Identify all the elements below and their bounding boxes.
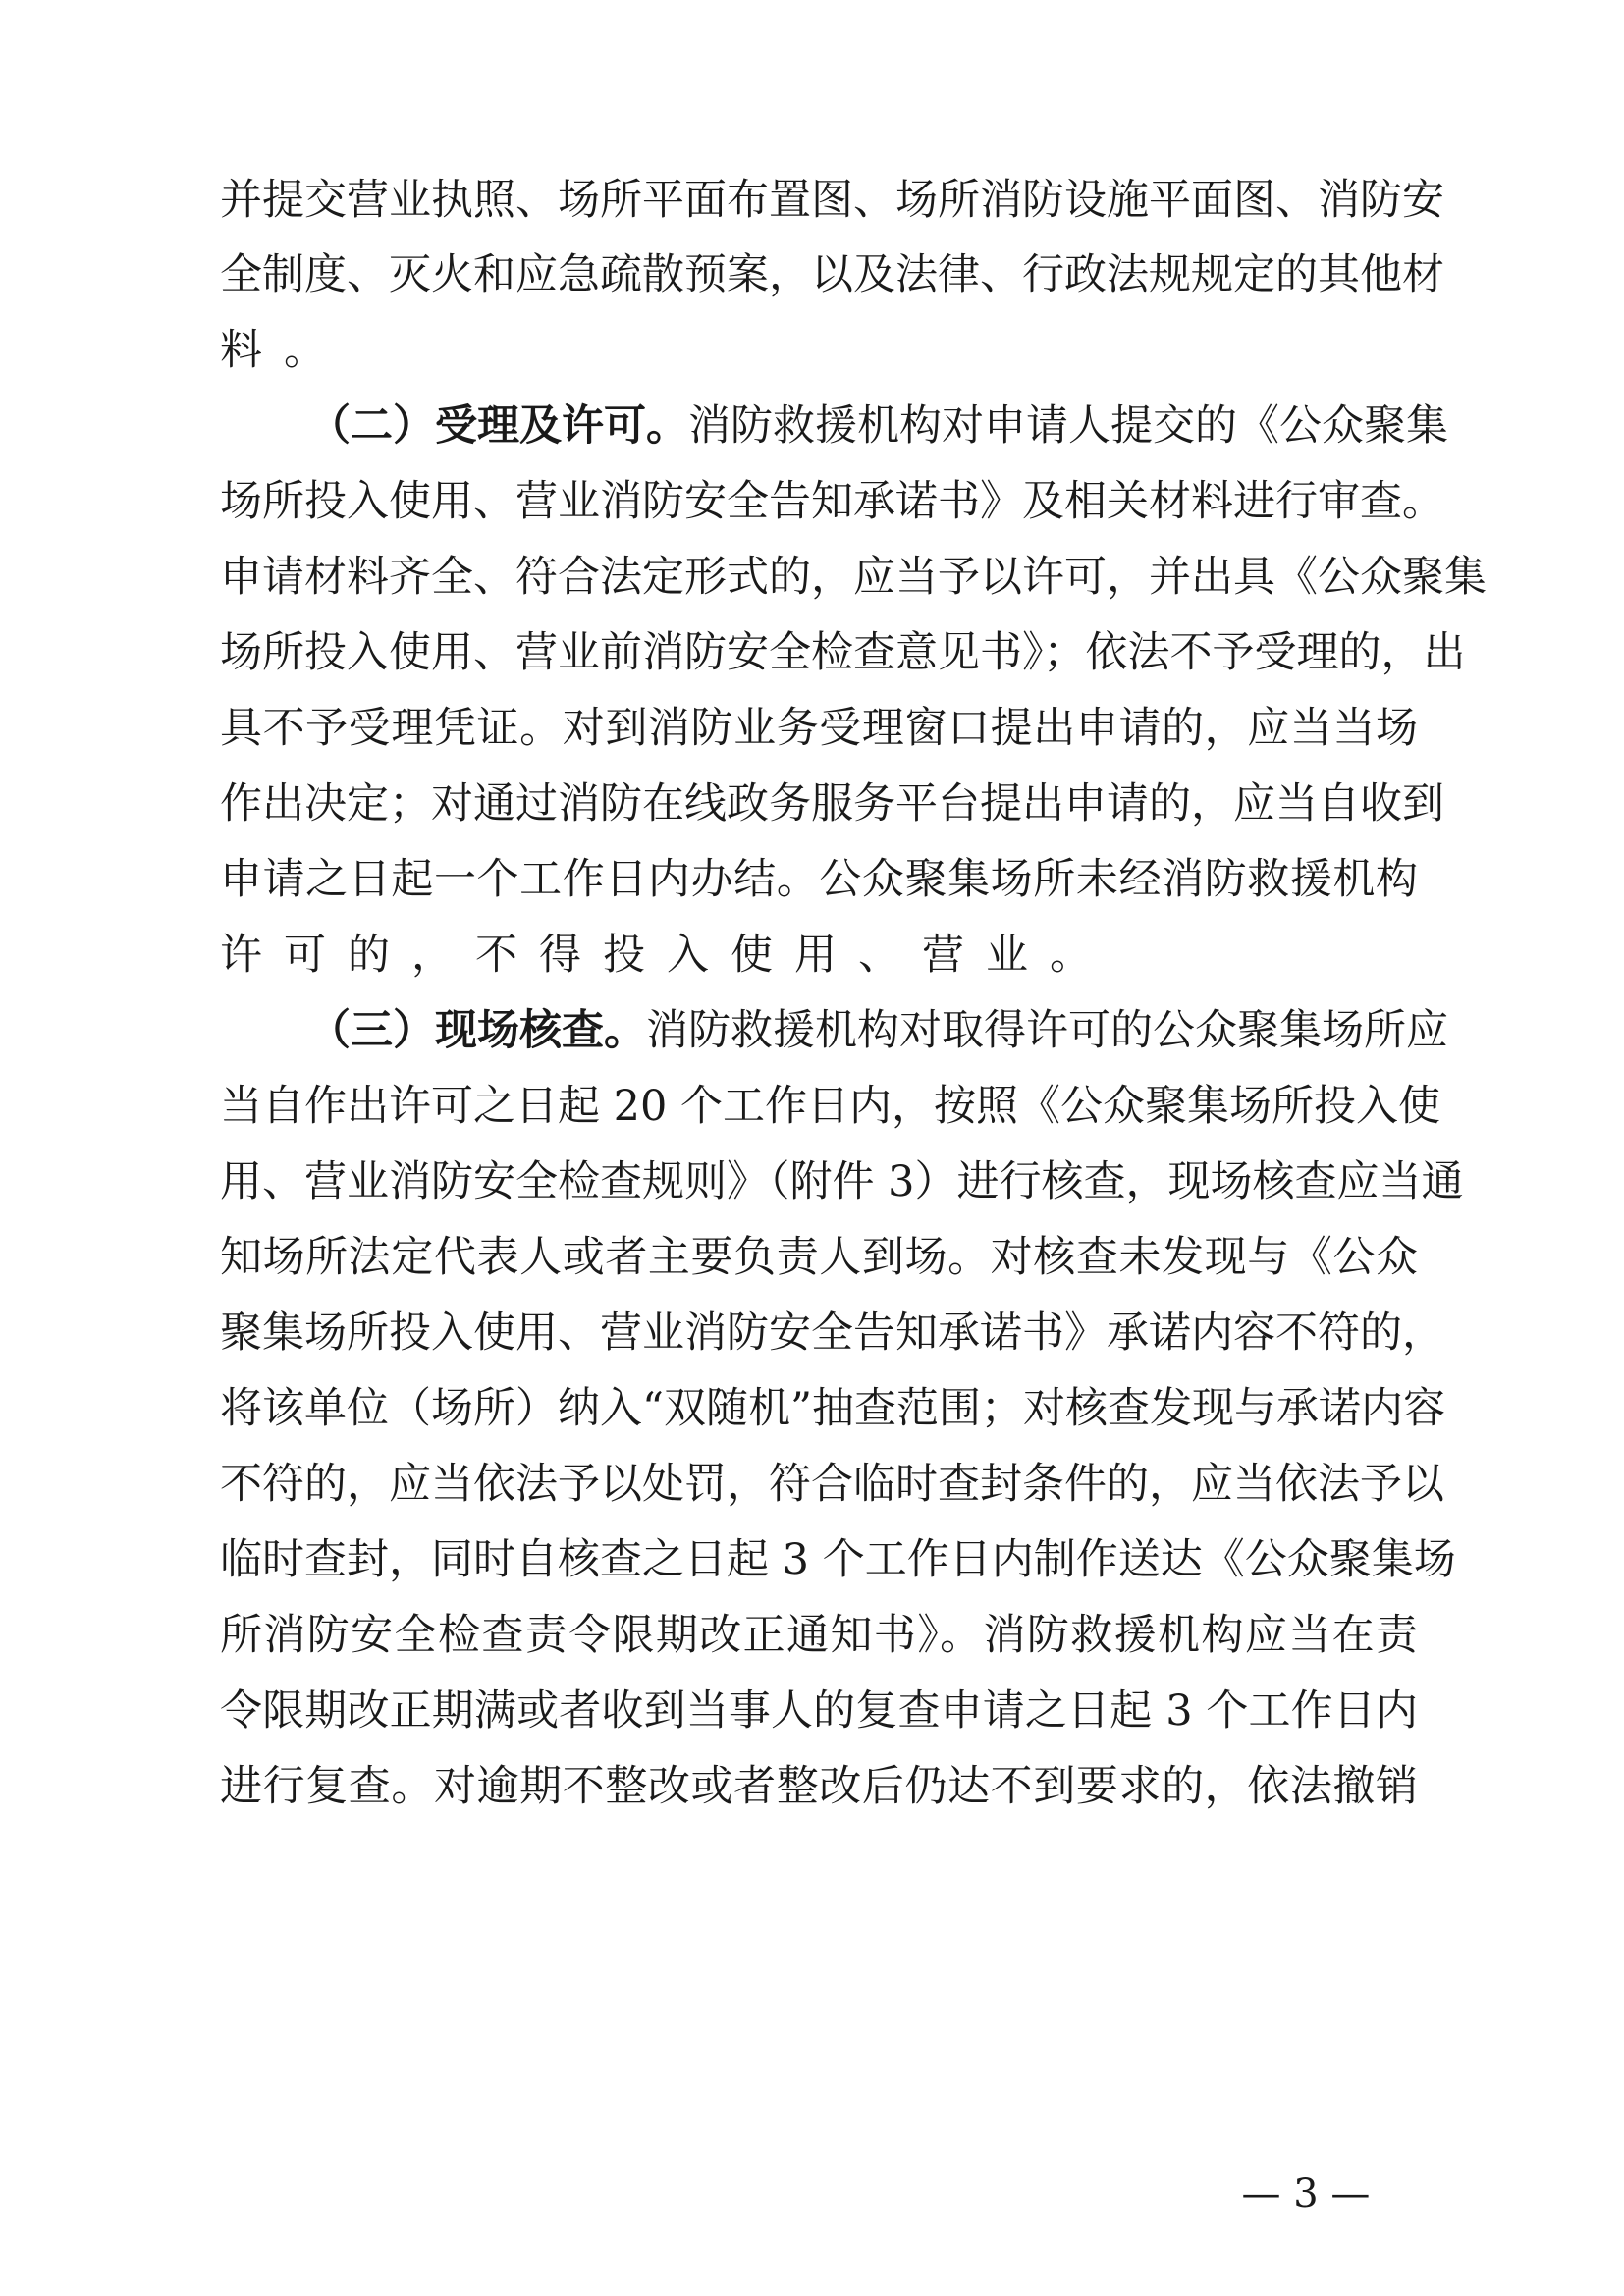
text-line: 用、营业消防安全检查规则》（附件 3）进行核查，现场核查应当通 (220, 1157, 1464, 1206)
text-line: 具不予受理凭证。对到消防业务受理窗口提出申请的，应当当场 (220, 704, 1418, 753)
text-line: 当自作出许可之日起 20 个工作日内，按照《公众聚集场所投入使 (220, 1082, 1441, 1131)
paragraph-first-line (308, 397, 1448, 455)
text-line: 进行复查。对逾期不整改或者整改后仍达不到要求的，依法撤销 (220, 1762, 1418, 1811)
page-number: — 3 — (1241, 2171, 1371, 2216)
text-line: 场所投入使用、营业前消防安全检查意见书》；依法不予受理的，出 (220, 628, 1466, 677)
text-line: 申请材料齐全、符合法定形式的，应当予以许可，并出具《公众聚集 (220, 553, 1487, 602)
text-line: 并提交营业执照、场所平面布置图、场所消防设施平面图、消防安 (220, 176, 1444, 225)
text-run: 消防救援机构对取得许可的公众聚集场所应 (646, 1006, 1448, 1055)
text-line: 全制度、灭火和应急疏散预案，以及法律、行政法规规定的其他材 (220, 250, 1444, 299)
text-line: 所消防安全检查责令限期改正通知书》。消防救援机构应当在责 (220, 1611, 1418, 1660)
text-line: 许可的，不得投入使用、营业。 (220, 931, 1113, 980)
text-line: 料。 (220, 326, 348, 375)
text-run: 消防救援机构对申请人提交的《公众聚集 (688, 401, 1448, 451)
text-line: 作出决定；对通过消防在线政务服务平台提出申请的，应当自收到 (220, 779, 1444, 828)
paragraph-first-line (308, 1001, 1448, 1060)
text-line: 聚集场所投入使用、营业消防安全告知承诺书》承诺内容不符的， (220, 1308, 1444, 1358)
text-line: 临时查封，同时自核查之日起 3 个工作日内制作送达《公众聚集场 (220, 1535, 1456, 1584)
text-line: 场所投入使用、营业消防安全告知承诺书》及相关材料进行审查。 (220, 477, 1444, 526)
text-line: 申请之日起一个工作日内办结。公众聚集场所未经消防救援机构 (220, 855, 1418, 904)
text-line: 知场所法定代表人或者主要负责人到场。对核查未发现与《公众 (220, 1233, 1418, 1282)
section-heading: （三）现场核查。 (308, 1006, 646, 1055)
text-line: 不符的，应当依法予以处罚，符合临时查封条件的，应当依法予以 (220, 1460, 1444, 1509)
text-line: 令限期改正期满或者收到当事人的复查申请之日起 3 个工作日内 (220, 1686, 1418, 1735)
section-heading: （二）受理及许可。 (308, 401, 688, 451)
text-line: 将该单位（场所）纳入“双随机”抽查范围；对核查发现与承诺内容 (220, 1384, 1445, 1433)
